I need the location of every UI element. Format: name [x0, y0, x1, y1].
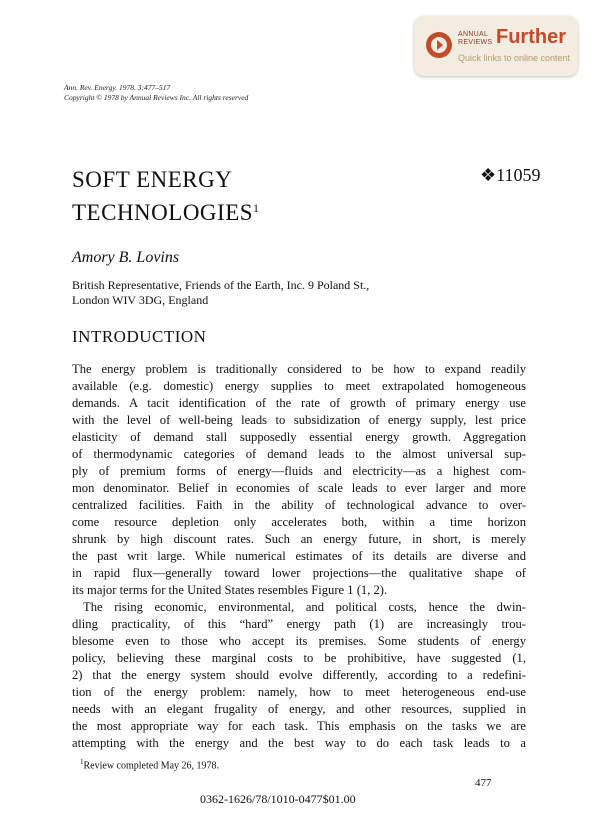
- body-line: 2) that the energy system should evolve differently, according to a redefini-: [72, 668, 526, 682]
- body-line: the most appropriate way for each task. This emphasis on the tasks we are: [72, 719, 526, 733]
- further-brand-label[interactable]: Further: [496, 26, 566, 48]
- publisher-label-line2: REVIEWS: [458, 39, 493, 46]
- body-line: The energy problem is traditionally considered to be how to expand readily: [72, 362, 526, 376]
- page-number: 477: [475, 777, 492, 789]
- body-line: available (e.g. domestic) energy supplies to meet extrapolated homogeneous: [72, 379, 526, 393]
- body-line: come resource depletion only accelerates both, within a time horizon: [72, 515, 526, 529]
- body-line: mon denominator. Belief in economies of scale leads to ever larger and more: [72, 481, 526, 495]
- body-line: needs with an elegant frugality of energy, and other resources, supplied in: [72, 702, 526, 716]
- affiliation-line2: London WIV 3DG, England: [72, 293, 209, 307]
- article-title-line2-text: TECHNOLOGIES: [72, 200, 254, 225]
- author-name: Amory B. Lovins: [72, 249, 180, 266]
- body-line: demands. A tacit identification of the rate of growth of primary energy use: [72, 396, 526, 410]
- copyright-notice: Copyright © 1978 by Annual Reviews Inc. All rights reserved: [64, 93, 249, 102]
- body-line: in rapid flux—generally toward lower projections—the qualitative shape of: [72, 566, 526, 580]
- article-title: [72, 165, 260, 227]
- body-line: its major terms for the United States resembles Figure 1 (1, 2).: [72, 583, 388, 597]
- further-tagline[interactable]: Quick links to online content: [458, 53, 571, 63]
- affiliation-line1: British Representative, Friends of the Earth, Inc. 9 Poland St.,: [72, 278, 370, 292]
- article-title-line1: SOFT ENERGY: [72, 167, 233, 192]
- annual-reviews-logo-icon: [424, 30, 454, 60]
- body-line: dling practicality, of this “hard” energy path (1) are increasingly trou-: [72, 617, 526, 631]
- body-line: The rising economic, environmental, and political costs, hence the dwin-: [83, 600, 526, 614]
- article-title-line2: [72, 194, 260, 227]
- footnote-mark: 1: [80, 758, 84, 766]
- body-line: of thermodynamic categories of demand leads to the almost universal sup-: [72, 447, 526, 461]
- body-line: tion of the energy problem: namely, how to meet heterogeneous end-use: [72, 685, 526, 699]
- annual-reviews-further-badge[interactable]: [414, 16, 578, 76]
- price-code: 0362-1626/78/1010-0477$01.00: [200, 792, 356, 806]
- body-line: elasticity of demand stall supposedly essential energy growth. Aggregation: [72, 430, 526, 444]
- footnote-text: Review completed May 26, 1978.: [83, 760, 220, 772]
- section-heading: INTRODUCTION: [72, 327, 207, 346]
- body-line: attempting with the energy and the best way to do each task leads to a: [72, 736, 526, 750]
- journal-citation: Ann. Rev. Energy. 1978. 3:477–517: [64, 83, 171, 92]
- footnote: [80, 758, 219, 771]
- body-line: centralized facilities. Faith in the ability of technological advance to over-: [72, 498, 526, 512]
- publisher-label: [458, 31, 494, 47]
- body-line: with the level of well-being leads to subsidization of energy supply, lest price: [72, 413, 526, 427]
- publisher-label-line1: ANNUAL: [458, 31, 489, 38]
- body-line: shrunk by high discount rates. Such an energy future, in short, is merely: [72, 532, 526, 546]
- body-line: policy, believing these marginal costs to be prohibitive, have suggested (1,: [72, 651, 526, 665]
- article-number: ❖11059: [480, 165, 541, 185]
- body-line: blesome even to those who accept its premises. Some students of energy: [72, 634, 526, 648]
- title-footnote-mark[interactable]: 1: [253, 201, 260, 215]
- body-line: ply of premium forms of energy—fluids and electricity—as a highest com-: [72, 464, 526, 478]
- body-line: the past writ large. While numerical estimates of its details are diverse and: [72, 549, 526, 563]
